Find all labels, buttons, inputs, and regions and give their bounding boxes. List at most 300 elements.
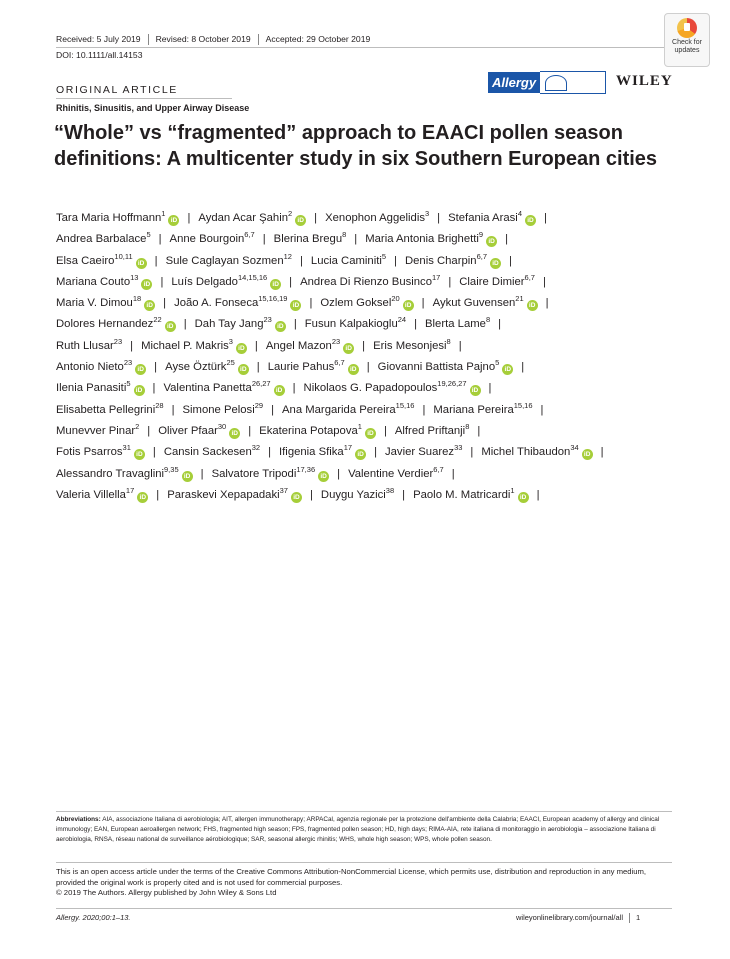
author-separator: |	[498, 318, 502, 331]
author-name-text: Fotis Psarros	[56, 446, 123, 459]
affiliation-superscript: 29	[254, 400, 264, 410]
journal-logo-text: Allergy	[488, 72, 540, 93]
orcid-icon[interactable]: iD	[290, 300, 301, 311]
divider	[56, 811, 672, 812]
author-line	[56, 421, 676, 442]
author-name-text: Aykut Guvensen	[432, 297, 516, 310]
orcid-icon[interactable]: iD	[582, 449, 593, 460]
author-separator: |	[488, 382, 492, 395]
author-name[interactable]	[141, 336, 247, 352]
affiliation-superscript: 5	[495, 358, 500, 368]
author-name-text: Luís Delgado	[171, 275, 238, 288]
affiliation-superscript: 8	[342, 230, 347, 240]
author-name-text: Duygu Yazici	[320, 488, 386, 501]
author-separator: |	[354, 233, 358, 246]
author-separator: |	[545, 297, 549, 310]
author-name[interactable]	[377, 358, 514, 374]
author-separator: |	[154, 361, 158, 374]
author-name[interactable]	[56, 272, 152, 288]
author-separator: |	[299, 254, 303, 267]
author-line	[56, 208, 676, 229]
author-name[interactable]	[163, 443, 261, 459]
affiliation-superscript: 5	[381, 251, 387, 261]
author-name-text: Valentine Verdier	[348, 467, 434, 480]
affiliation-superscript: 1	[510, 485, 515, 495]
orcid-icon[interactable]: iD	[275, 321, 286, 332]
affiliation-superscript: 17	[343, 443, 353, 453]
affiliation-superscript: 3	[228, 336, 233, 346]
article-history	[56, 34, 370, 45]
author-separator: |	[521, 361, 525, 374]
author-name[interactable]	[373, 336, 451, 352]
author-separator: |	[309, 488, 313, 501]
affiliation-superscript: 10,11	[114, 251, 133, 261]
author-name-text: Ruth Llusar	[56, 339, 114, 352]
author-name-text: Andrea Barbalace	[56, 233, 147, 246]
orcid-icon[interactable]: iD	[295, 215, 306, 226]
author-name[interactable]	[182, 400, 264, 416]
journal-url[interactable]: wileyonlinelibrary.com/journal/all	[516, 913, 623, 922]
affiliation-superscript: 9	[478, 230, 484, 240]
author-separator: |	[394, 254, 397, 267]
divider	[56, 98, 232, 99]
affiliation-superscript: 28	[155, 400, 164, 410]
orcid-icon[interactable]: iD	[168, 215, 179, 226]
author-separator: |	[160, 275, 164, 288]
abbreviations	[56, 815, 674, 845]
author-name-text: Aydan Acar Şahin	[198, 212, 288, 224]
author-name-text: Ayse Öztürk	[165, 361, 227, 374]
author-name[interactable]	[325, 209, 430, 224]
affiliation-superscript: 8	[446, 336, 451, 346]
author-name-text: Salvatore Tripodi	[211, 467, 297, 480]
affiliation-superscript: 2	[288, 209, 293, 218]
author-list	[56, 208, 676, 506]
affiliation-superscript: 23	[123, 358, 133, 368]
orcid-icon[interactable]: iD	[527, 300, 538, 311]
author-name-text: Denis Charpin	[404, 254, 477, 267]
orcid-icon[interactable]: iD	[291, 492, 302, 503]
affiliation-superscript: 23	[263, 315, 272, 325]
affiliation-superscript: 8	[485, 315, 491, 325]
publisher-logo[interactable]: WILEY	[616, 73, 673, 89]
author-name-text: Angel Mazon	[265, 339, 332, 352]
affiliation-superscript: 23	[331, 336, 341, 346]
affiliation-superscript: 34	[570, 443, 579, 453]
author-name[interactable]	[365, 230, 497, 246]
bookmark-icon	[677, 18, 697, 38]
orcid-icon[interactable]: iD	[318, 471, 329, 482]
author-name[interactable]	[279, 443, 366, 459]
author-separator: |	[509, 254, 512, 267]
check-for-updates-button[interactable]	[664, 13, 710, 67]
author-name-text: Valeria Villella	[56, 488, 126, 501]
affiliation-superscript: 9,35	[164, 464, 179, 474]
affiliation-superscript: 6,7	[244, 230, 255, 240]
affiliation-superscript: 24	[397, 315, 407, 325]
author-separator: |	[458, 339, 462, 352]
license-text: This is an open access article under the terms of the Creative Commons Attribution-NonCommercial License, which permits use, distribution and reproduction in any medium, provided the original work is properly cited and is not used for commercial purposes.	[56, 867, 647, 887]
affiliation-superscript: 25	[226, 358, 235, 368]
author-separator: |	[362, 339, 366, 352]
affiliation-superscript: 23	[113, 336, 123, 346]
affiliation-superscript: 15,16,19	[258, 294, 288, 304]
author-separator: |	[600, 446, 604, 459]
author-name-text: Oliver Pfaar	[158, 424, 218, 437]
orcid-icon[interactable]: iD	[525, 215, 536, 226]
author-separator: |	[248, 424, 252, 437]
author-separator: |	[337, 467, 341, 480]
author-name-text: Sule Caglayan Sozmen	[165, 254, 284, 267]
author-separator: |	[271, 403, 274, 416]
affiliation-superscript: 5	[126, 379, 131, 389]
author-separator: |	[366, 361, 370, 374]
author-name-text: João A. Fonseca	[174, 297, 259, 310]
author-name[interactable]	[267, 358, 359, 374]
affiliation-superscript: 26,27	[251, 379, 271, 389]
affiliation-superscript: 31	[122, 443, 131, 453]
author-name[interactable]	[165, 358, 249, 374]
author-name[interactable]	[320, 294, 413, 310]
affiliation-superscript: 15,16	[395, 400, 415, 410]
author-name[interactable]	[56, 485, 148, 501]
affiliation-superscript: 1	[357, 421, 362, 431]
affiliation-superscript: 14,15,16	[237, 272, 268, 282]
author-name[interactable]	[459, 272, 535, 288]
author-name-text: Ana Margarida Pereira	[282, 403, 396, 416]
author-line	[56, 485, 676, 506]
author-separator: |	[477, 424, 481, 437]
affiliation-superscript: 2	[135, 421, 140, 431]
author-name-text: Antonio Nieto	[56, 361, 124, 374]
author-separator: |	[421, 297, 425, 310]
author-line	[56, 400, 676, 421]
author-name[interactable]	[167, 485, 302, 501]
author-name-text: Javier Suarez	[385, 446, 455, 459]
orcid-icon[interactable]: iD	[238, 364, 249, 375]
orcid-icon[interactable]: iD	[134, 449, 145, 460]
orcid-icon[interactable]: iD	[365, 428, 376, 439]
author-name-text: Fusun Kalpakioglu	[304, 318, 398, 331]
author-name-text: Eris Mesonjesi	[373, 339, 447, 352]
author-name-text: Claire Dimier	[459, 275, 525, 288]
author-name[interactable]	[413, 485, 528, 501]
author-name[interactable]	[56, 251, 147, 267]
revised-date: Revised: 8 October 2019	[155, 34, 251, 44]
article-title: “Whole” vs “fragmented” approach to EAACI pollen season definitions: A multicenter study in six Southern European cities	[54, 122, 658, 170]
author-name[interactable]	[211, 464, 330, 480]
affiliation-superscript: 38	[385, 485, 395, 495]
author-separator: |	[163, 297, 167, 310]
author-name[interactable]	[320, 485, 395, 501]
affiliation-superscript: 12	[283, 251, 292, 261]
affiliation-superscript: 22	[153, 315, 162, 325]
author-name[interactable]	[56, 358, 146, 374]
author-name-text: Nikolaos G. Papadopoulos	[303, 382, 438, 395]
orcid-icon[interactable]: iD	[229, 428, 240, 439]
orcid-icon[interactable]: iD	[518, 492, 529, 503]
author-name-text: Stefania Arasi	[448, 212, 518, 224]
author-name-text: Simone Pelosi	[182, 403, 255, 416]
author-name-text: Blerta Lame	[425, 318, 486, 331]
author-separator: |	[542, 275, 546, 288]
divider	[56, 908, 672, 909]
orcid-icon[interactable]: iD	[141, 279, 152, 290]
abbreviations-label: Abbreviations:	[56, 816, 101, 823]
check-updates-label: Check for updates	[672, 39, 702, 54]
author-name[interactable]	[169, 230, 255, 246]
affiliation-superscript: 6,7	[433, 464, 444, 474]
author-name-text: Lucia Caminiti	[310, 254, 382, 267]
affiliation-superscript: 8	[465, 421, 470, 431]
author-name-text: Dah Tay Jang	[194, 318, 264, 331]
author-separator: |	[470, 446, 474, 459]
author-name[interactable]	[385, 443, 463, 459]
affiliation-superscript: 17,36	[296, 464, 316, 474]
author-name[interactable]	[348, 464, 444, 480]
author-name-text: Michel Thibaudon	[481, 446, 571, 459]
orcid-icon[interactable]: iD	[236, 343, 247, 354]
author-line	[56, 314, 676, 335]
orcid-icon[interactable]: iD	[135, 364, 146, 375]
affiliation-superscript: 30	[217, 421, 227, 431]
doi[interactable]: DOI: 10.1111/all.14153	[56, 50, 143, 60]
affiliation-superscript: 1	[161, 209, 166, 218]
author-name[interactable]	[282, 400, 415, 416]
affiliation-superscript: 21	[515, 294, 524, 304]
author-name[interactable]	[198, 209, 306, 224]
orcid-icon[interactable]: iD	[134, 385, 145, 396]
author-line	[56, 272, 676, 293]
author-name-text: Andrea Di Rienzo Businco	[300, 275, 432, 288]
author-name[interactable]	[163, 379, 284, 395]
affiliation-superscript: 18	[132, 294, 142, 304]
author-separator: |	[422, 403, 426, 416]
affiliation-superscript: 17	[125, 485, 135, 495]
author-separator: |	[158, 233, 162, 246]
author-name-text: Anne Bourgoin	[169, 233, 245, 246]
journal-logo[interactable]	[488, 71, 606, 94]
affiliation-superscript: 6,7	[524, 272, 535, 282]
author-separator: |	[130, 339, 134, 352]
author-line	[56, 336, 676, 357]
author-line	[56, 357, 676, 378]
divider	[629, 913, 630, 923]
author-name[interactable]	[265, 336, 354, 352]
affiliation-superscript: 6,7	[476, 251, 487, 261]
orcid-icon[interactable]: iD	[270, 279, 281, 290]
author-name[interactable]	[303, 379, 481, 395]
orcid-icon[interactable]: iD	[403, 300, 414, 311]
orcid-icon[interactable]: iD	[486, 236, 497, 247]
author-name[interactable]	[56, 421, 140, 437]
author-name[interactable]	[56, 336, 123, 352]
author-separator: |	[200, 467, 204, 480]
author-name[interactable]	[448, 209, 536, 224]
orcid-icon[interactable]: iD	[136, 258, 147, 269]
author-name-text: Blerina Bregu	[273, 233, 343, 246]
author-name[interactable]	[56, 400, 164, 416]
author-separator: |	[262, 233, 266, 246]
author-name-text: Paraskevi Xepapadaki	[167, 488, 280, 501]
orcid-icon[interactable]: iD	[137, 492, 148, 503]
divider	[56, 47, 672, 48]
affiliation-superscript: 32	[251, 443, 261, 453]
subject-category: Rhinitis, Sinusitis, and Upper Airway Disease	[56, 103, 250, 113]
copyright: © 2019 The Authors. Allergy published by John Wiley & Sons Ltd	[56, 888, 277, 898]
author-separator: |	[314, 212, 318, 224]
author-name-text: Elisabetta Pellegrini	[56, 403, 156, 416]
affiliation-superscript: 5	[146, 230, 151, 240]
author-line	[56, 442, 676, 463]
license-statement	[56, 867, 676, 899]
affiliation-superscript: 13	[130, 272, 139, 282]
author-separator: |	[543, 212, 547, 224]
divider	[258, 34, 259, 45]
author-name-text: Alfred Priftanji	[394, 424, 466, 437]
affiliation-superscript: 33	[454, 443, 463, 453]
author-name-text: Ilenia Panasiti	[56, 382, 127, 395]
author-name-text: Mariana Pereira	[433, 403, 514, 416]
author-separator: |	[183, 318, 187, 331]
author-name[interactable]	[165, 251, 292, 267]
author-separator: |	[540, 403, 544, 416]
affiliation-superscript: 37	[279, 485, 288, 495]
orcid-icon[interactable]: iD	[348, 364, 359, 375]
author-separator: |	[154, 254, 158, 267]
author-name[interactable]	[433, 400, 533, 416]
received-date: Received: 5 July 2019	[56, 34, 141, 44]
divider	[56, 862, 672, 863]
orcid-icon[interactable]: iD	[274, 385, 285, 396]
author-name-text: Valentina Panetta	[163, 382, 252, 395]
author-name[interactable]	[174, 294, 301, 310]
author-separator: |	[187, 212, 191, 224]
author-name[interactable]	[273, 230, 347, 246]
author-separator: |	[448, 275, 452, 288]
orcid-icon[interactable]: iD	[144, 300, 155, 311]
author-name[interactable]	[158, 421, 240, 437]
author-name-text: Ozlem Goksel	[320, 297, 392, 310]
author-name[interactable]	[56, 230, 151, 246]
author-name-text: Elsa Caeiro	[56, 254, 115, 267]
author-name-text: Ifigenia Sfika	[279, 446, 344, 459]
author-name[interactable]	[304, 315, 407, 331]
author-separator: |	[292, 382, 296, 395]
author-separator: |	[254, 339, 258, 352]
author-name[interactable]	[300, 272, 441, 288]
author-separator: |	[152, 446, 156, 459]
author-separator: |	[289, 275, 293, 288]
author-name-text: Alessandro Travaglini	[56, 467, 165, 480]
author-name[interactable]	[425, 315, 491, 331]
author-name[interactable]	[56, 379, 145, 395]
author-name[interactable]	[56, 209, 179, 224]
author-name-text: Cansin Sackesen	[163, 446, 252, 459]
author-separator: |	[156, 488, 160, 501]
author-name[interactable]	[56, 294, 155, 310]
abbreviations-text: AIA, associazione Italiana di aerobiologia; AIT, allergen immunotherapy; ARPACal, agenzia regionale per la protezione dell'ambiente della Calabria; EAACI, European academy of allergy and clinical immunology; EAN, European aeroallergen network; FHS, fragmented high season; FPS, fragmented pollen season; HD, high days; RIMA-AIA, rete italiana di monitoraggio in aerobiologia – associazione Italiana di aerobiologia, RNSA, réseau national de surveillance aérobiologique; SAR, seasonal allergic rhinitis; WHS, whole high season; WPS, whole pollen season.	[56, 816, 660, 843]
author-name-text: Xenophon Aggelidis	[325, 212, 425, 224]
footer-right	[516, 913, 640, 923]
author-separator: |	[147, 424, 151, 437]
journal-logo-banner	[540, 71, 606, 94]
accepted-date: Accepted: 29 October 2019	[265, 34, 371, 44]
affiliation-superscript: 15,16	[513, 400, 533, 410]
author-line	[56, 251, 676, 272]
author-separator: |	[414, 318, 418, 331]
affiliation-superscript: 20	[391, 294, 400, 304]
author-name[interactable]	[432, 294, 538, 310]
author-separator: |	[536, 488, 540, 501]
author-name-text: Laurie Pahus	[267, 361, 335, 374]
author-separator: |	[505, 233, 509, 246]
affiliation-superscript: 4	[517, 209, 522, 218]
author-name[interactable]	[404, 251, 501, 267]
author-name[interactable]	[310, 251, 387, 267]
author-name[interactable]	[56, 464, 193, 480]
affiliation-superscript: 17	[431, 272, 441, 282]
author-line	[56, 464, 676, 485]
orcid-icon[interactable]: iD	[502, 364, 513, 375]
affiliation-superscript: 3	[424, 209, 430, 218]
author-name-text: Maria V. Dimou	[56, 297, 133, 310]
author-name[interactable]	[56, 443, 145, 459]
author-name[interactable]	[259, 421, 376, 437]
affiliation-superscript: 6,7	[334, 358, 345, 368]
orcid-icon[interactable]: iD	[470, 385, 481, 396]
author-line	[56, 378, 676, 399]
author-separator: |	[152, 382, 156, 395]
author-separator: |	[451, 467, 455, 480]
article-type: ORIGINAL ARTICLE	[56, 84, 178, 96]
author-name[interactable]	[56, 315, 176, 331]
author-name[interactable]	[481, 443, 592, 459]
divider	[148, 34, 149, 45]
author-separator: |	[256, 361, 260, 374]
author-separator: |	[309, 297, 313, 310]
author-name-text: Ekaterina Potapova	[259, 424, 358, 437]
orcid-icon[interactable]: iD	[490, 258, 501, 269]
author-name-text: Maria Antonia Brighetti	[365, 233, 479, 246]
eaaci-logo-icon	[545, 75, 567, 91]
page-number: 1	[636, 913, 641, 922]
affiliation-superscript: 19,26,27	[437, 379, 467, 389]
author-separator: |	[383, 424, 387, 437]
author-separator: |	[293, 318, 297, 331]
author-name-text: Giovanni Battista Pajno	[377, 361, 496, 374]
author-name-text: Paolo M. Matricardi	[413, 488, 511, 501]
orcid-icon[interactable]: iD	[165, 321, 176, 332]
author-name-text: Mariana Couto	[56, 275, 131, 288]
orcid-icon[interactable]: iD	[355, 449, 366, 460]
author-name-text: Tara Maria Hoffmann	[56, 212, 162, 224]
author-line	[56, 293, 676, 314]
author-name-text: Dolores Hernandez	[56, 318, 154, 331]
author-separator: |	[374, 446, 377, 459]
author-name-text: Michael P. Makris	[141, 339, 229, 352]
citation: Allergy. 2020;00:1–13.	[56, 913, 131, 922]
author-line	[56, 229, 676, 250]
author-separator: |	[402, 488, 406, 501]
author-separator: |	[268, 446, 272, 459]
author-name[interactable]	[194, 315, 286, 331]
author-name[interactable]	[394, 421, 470, 437]
author-name[interactable]	[171, 272, 281, 288]
orcid-icon[interactable]: iD	[343, 343, 354, 354]
orcid-icon[interactable]: iD	[182, 471, 193, 482]
author-separator: |	[437, 212, 441, 224]
